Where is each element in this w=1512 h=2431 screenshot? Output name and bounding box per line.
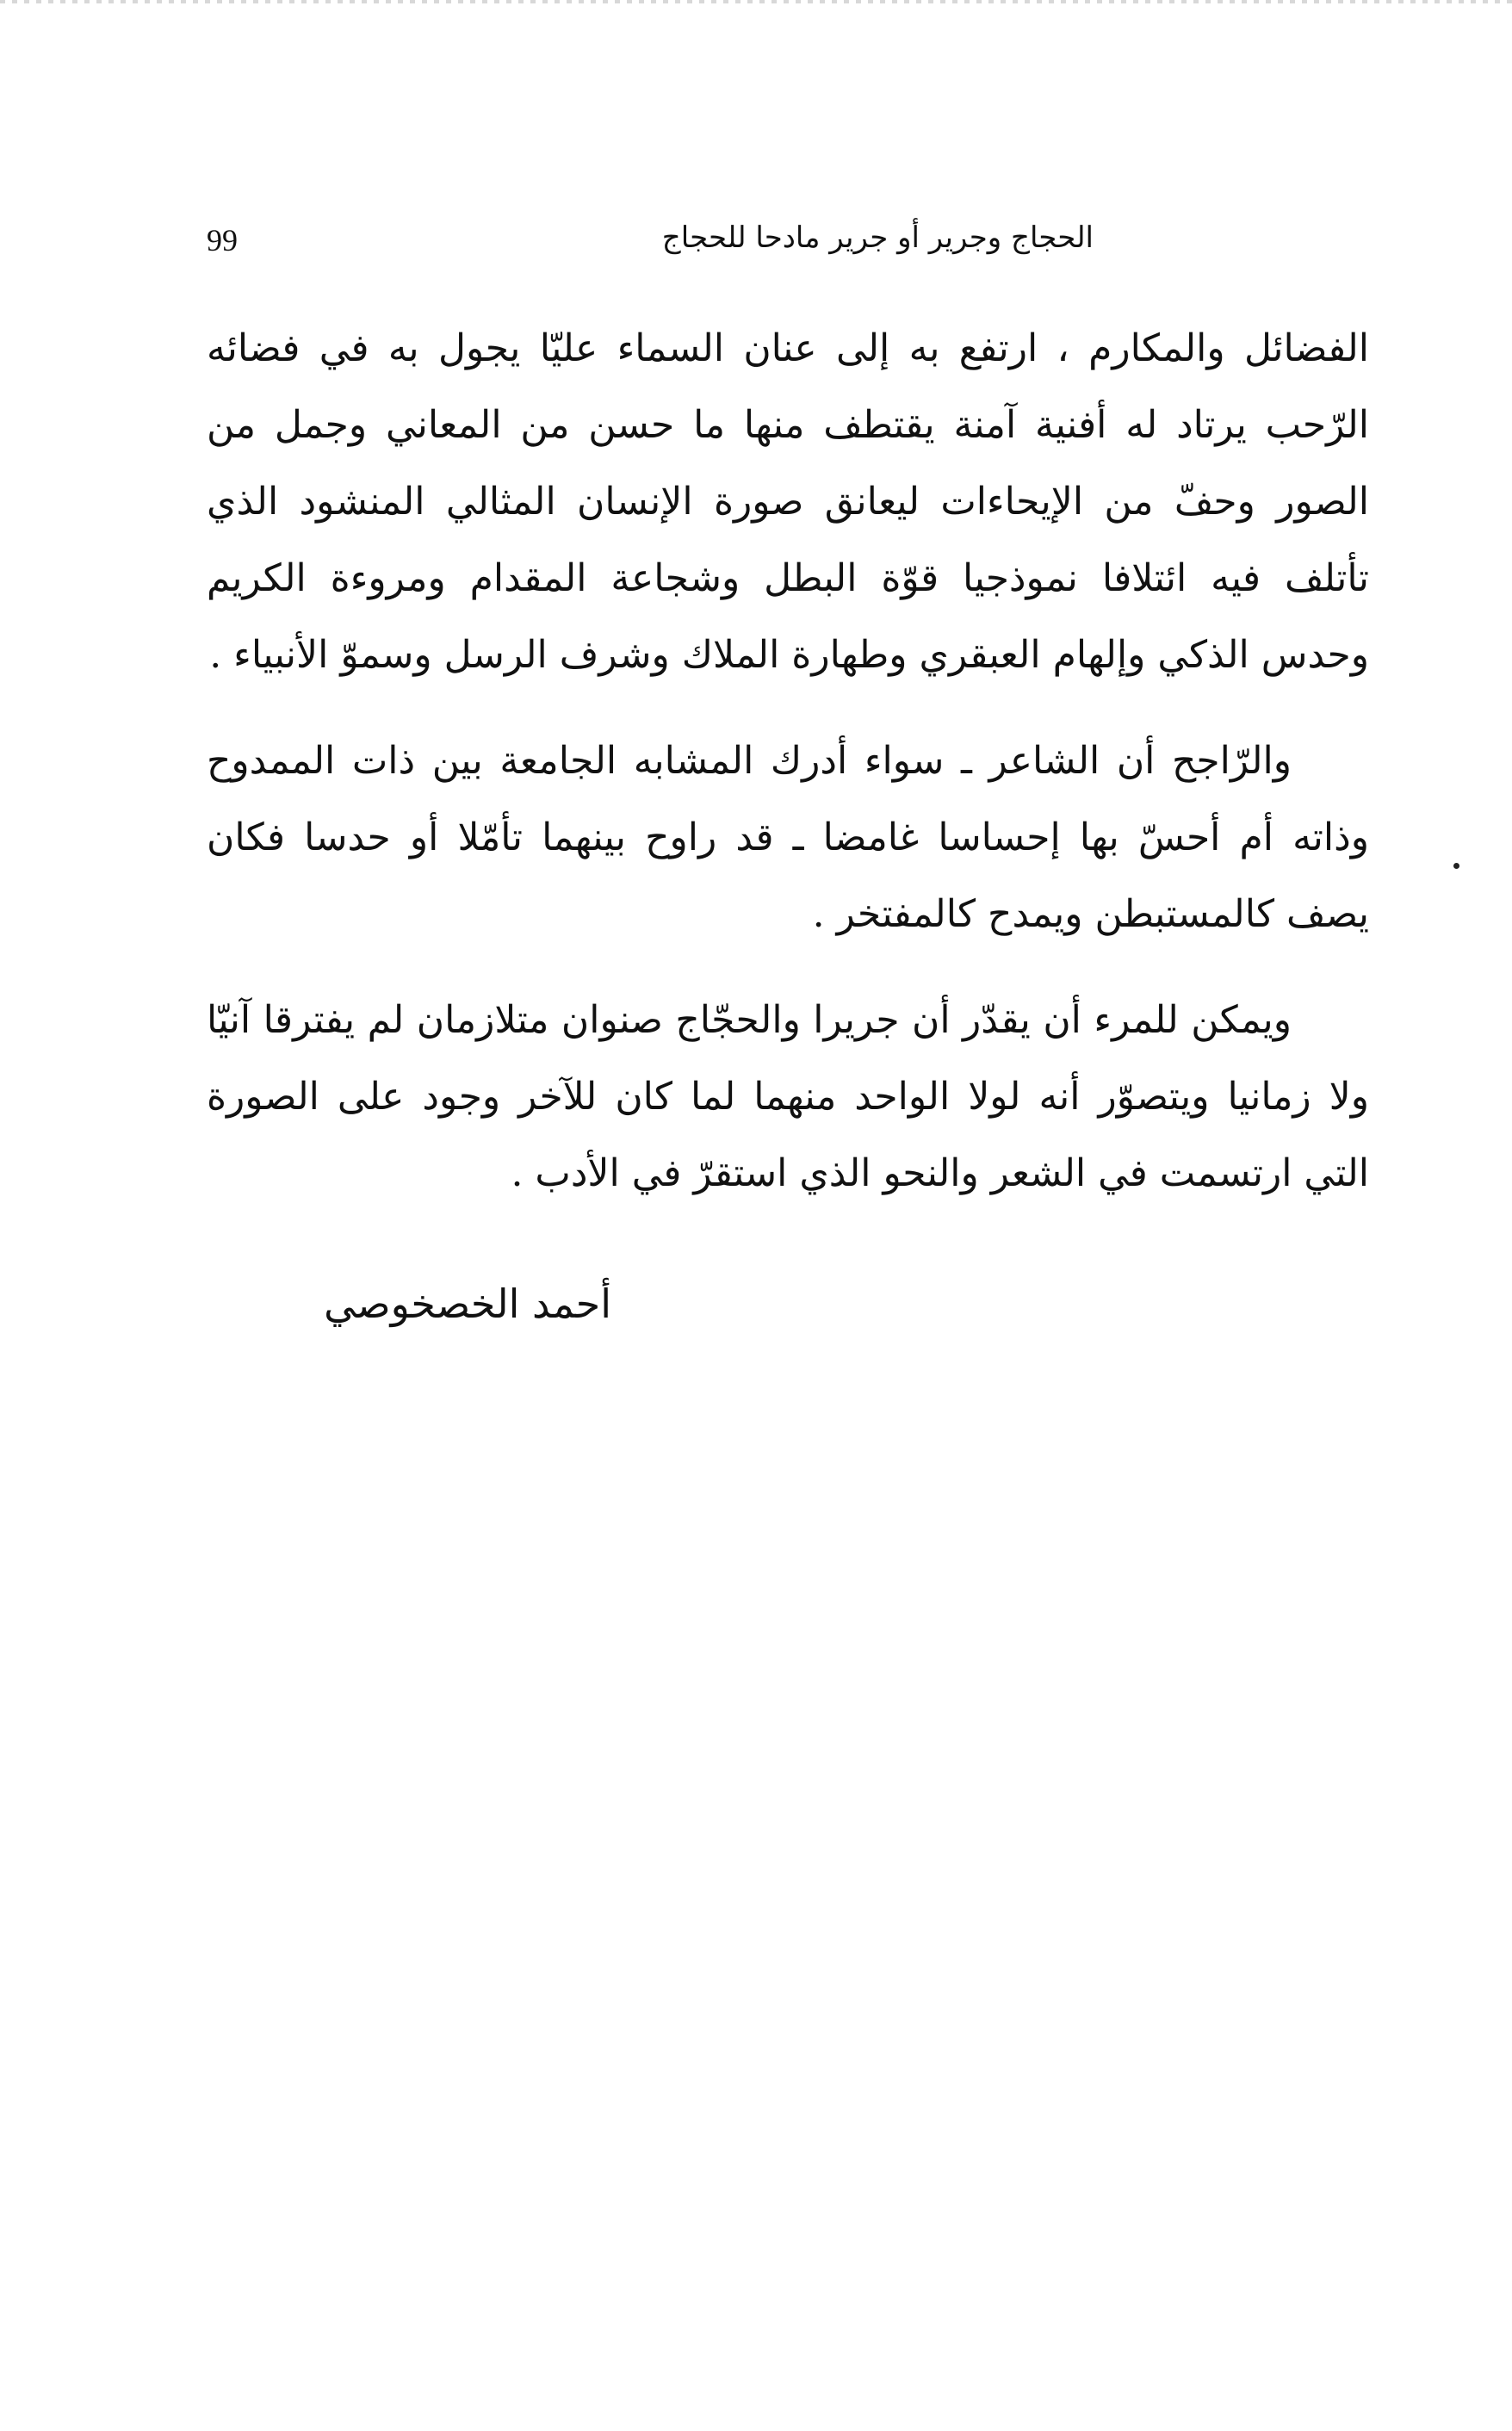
scan-top-edge <box>0 0 1512 3</box>
paragraph-1: الفضائل والمكارم ، ارتفع به إلى عنان السماء عليّا يجول به في فضائه الرّحب يرتاد له أفنية آمنة يقتطف منها ما حسن من المعاني وجمل من الصور وحفّ من الإيحاءات ليعانق صورة الإنسان المثالي المنشود الذي تأتلف فيه ائتلافا نموذجيا قوّة البطل وشجاعة المقدام ومروءة الكريم وحدس الذكي وإلهام العبقري وطهارة الملاك وشرف الرسل وسموّ الأنبياء . <box>207 326 1369 677</box>
paragraph-2: والرّاجح أن الشاعر ـ سواء أدرك المشابه الجامعة بين ذات الممدوح وذاته أم أحسّ بها إحساسا غامضا ـ قد راوح بينهما تأمّلا أو حدسا فكان يصف كالمستبطن ويمدح كالمفتخر . <box>207 739 1369 936</box>
body-text <box>207 310 1369 1212</box>
paragraph-3: ويمكن للمرء أن يقدّر أن جريرا والحجّاج صنوان متلازمان لم يفترقا آنيّا ولا زمانيا ويتصوّر أنه لولا الواحد منهما لما كان للآخر وجود على الصورة التي ارتسمت في الشعر والنحو الذي استقرّ في الأدب . <box>207 998 1369 1195</box>
book-page <box>207 215 1369 1327</box>
scan-dot-mark <box>1453 863 1459 869</box>
running-title: الحجاج وجرير أو جرير مادحا للحجاج <box>661 220 1094 255</box>
running-header <box>207 215 1369 276</box>
page-number: 99 <box>207 223 238 257</box>
author-signature: أحمد الخصخوصي <box>324 1281 611 1327</box>
